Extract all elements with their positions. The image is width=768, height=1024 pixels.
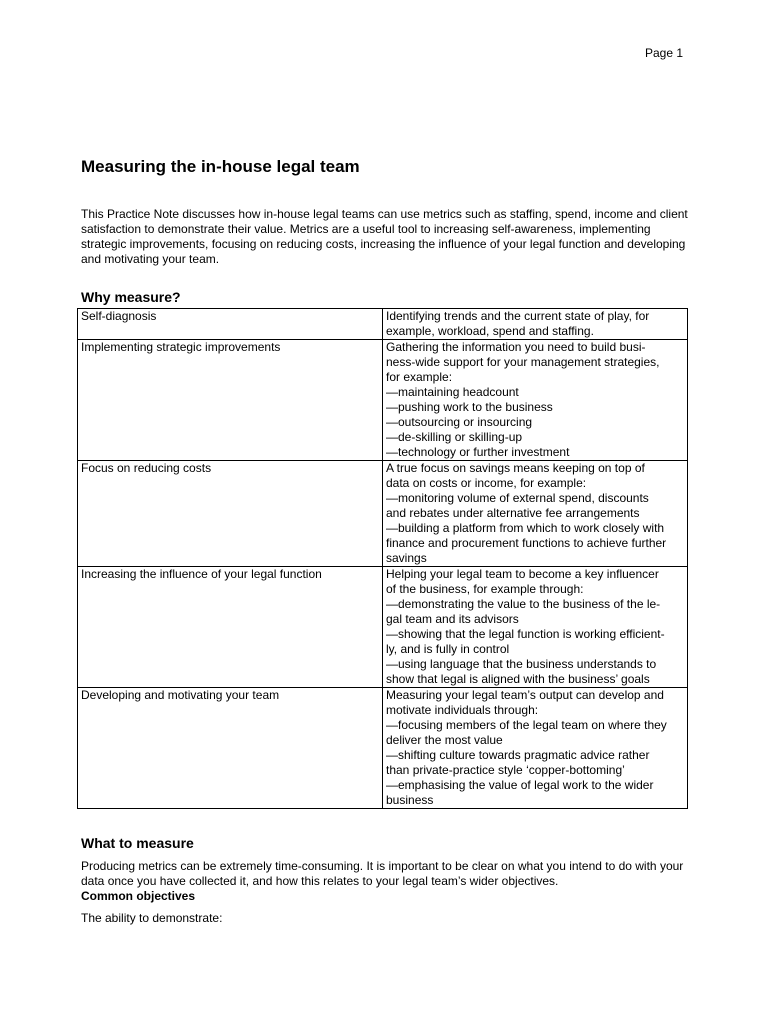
description-line: data on costs or income, for example: [386, 476, 587, 490]
description-line: Identifying trends and the current state of play, for [386, 309, 650, 323]
description-line: —demonstrating the value to the business of the le- [386, 597, 661, 611]
description-line: than private-practice style ‘copper-bottoming’ [386, 763, 625, 777]
description-line: of the business, for example through: [386, 582, 584, 596]
description-line: —showing that the legal function is working efficient- [386, 627, 665, 641]
table-row [78, 340, 688, 461]
table-cell-description [383, 567, 688, 688]
description-line: —outsourcing or insourcing [386, 415, 533, 429]
table-cell-topic: Increasing the influence of your legal function [78, 567, 383, 688]
description-line: —emphasising the value of legal work to the wider [386, 778, 654, 792]
description-line: —focusing members of the legal team on where they [386, 718, 667, 732]
table-row [78, 567, 688, 688]
description-line: show that legal is aligned with the business’ goals [386, 672, 650, 686]
description-line: savings [386, 551, 427, 565]
table-cell-topic: Implementing strategic improvements [78, 340, 383, 461]
table-cell-topic: Self-diagnosis [78, 309, 383, 340]
what-to-measure-heading: What to measure [81, 835, 194, 851]
description-line: Helping your legal team to become a key influencer [386, 567, 659, 581]
description-line: and rebates under alternative fee arrangements [386, 506, 640, 520]
what-to-measure-paragraph: Producing metrics can be extremely time-consuming. It is important to be clear on what you intend to do with your data once you have collected it, and how this relates to your legal team’s wider objectives. [81, 859, 684, 888]
description-line: Measuring your legal team’s output can develop and [386, 688, 664, 702]
table-cell-description [383, 340, 688, 461]
description-line: —shifting culture towards pragmatic advice rather [386, 748, 650, 762]
description-line: Gathering the information you need to build busi- [386, 340, 646, 354]
description-line: —monitoring volume of external spend, discounts [386, 491, 649, 505]
description-line: —technology or further investment [386, 445, 570, 459]
description-line: deliver the most value [386, 733, 503, 747]
why-measure-table [77, 308, 688, 809]
common-objectives-heading: Common objectives [81, 889, 196, 903]
description-line: ness-wide support for your management strategies, [386, 355, 660, 369]
table-row [78, 688, 688, 809]
ability-text: The ability to demonstrate: [81, 911, 223, 925]
table-cell-topic: Focus on reducing costs [78, 461, 383, 567]
table-cell-description [383, 461, 688, 567]
table-row [78, 461, 688, 567]
description-line: —pushing work to the business [386, 400, 553, 414]
description-line: gal team and its advisors [386, 612, 519, 626]
page-number: Page 1 [645, 46, 684, 60]
table-cell-description [383, 309, 688, 340]
table-cell-description [383, 688, 688, 809]
description-line: —de-skilling or skilling-up [386, 430, 523, 444]
description-line: finance and procurement functions to achieve further [386, 536, 667, 550]
description-line: —using language that the business understands to [386, 657, 657, 671]
page-title: Measuring the in-house legal team [81, 157, 360, 176]
description-line: A true focus on savings means keeping on top of [386, 461, 645, 475]
why-measure-heading: Why measure? [81, 289, 181, 305]
description-line: for example: [386, 370, 453, 384]
description-line: motivate individuals through: [386, 703, 539, 717]
description-line: —maintaining headcount [386, 385, 519, 399]
description-line: example, workload, spend and staffing. [386, 324, 594, 338]
table-row [78, 309, 688, 340]
description-line: business [386, 793, 434, 807]
intro-paragraph: This Practice Note discusses how in-house legal teams can use metrics such as staffing, spend, income and client satisfaction to demonstrate their value. Metrics are a useful tool to increasing self-awareness, implementing strategic improvements, focusing on reducing costs, increasing the influence of your legal function and developing and motivating your team. [81, 207, 688, 266]
description-line: —building a platform from which to work closely with [386, 521, 665, 535]
table-cell-topic: Developing and motivating your team [78, 688, 383, 809]
description-line: ly, and is fully in control [386, 642, 510, 656]
